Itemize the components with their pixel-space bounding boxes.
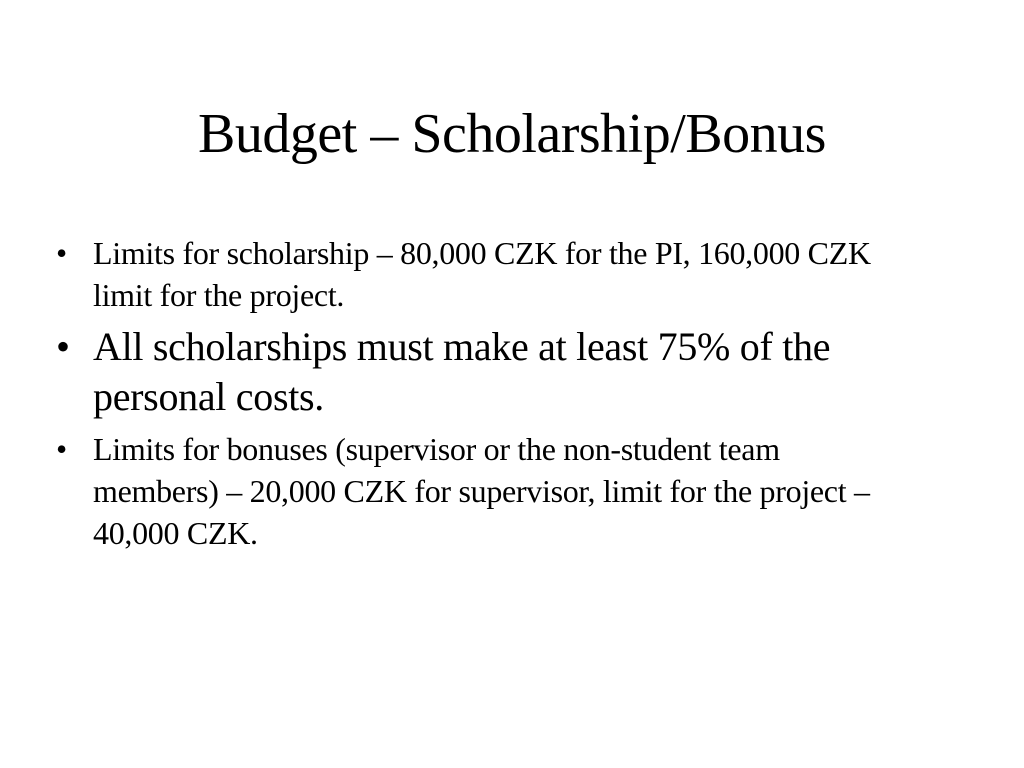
bullet-icon: • bbox=[56, 324, 70, 369]
bullet-list bbox=[56, 232, 906, 554]
bullet-item bbox=[56, 322, 906, 422]
bullet-text: Limits for scholarship – 80,000 CZK for the PI, 160,000 CZK limit for the project. bbox=[93, 235, 871, 313]
bullet-item bbox=[56, 428, 906, 554]
bullet-text: Limits for bonuses (supervisor or the non-student team members) – 20,000 CZK for supervisor, limit for the project – 40,000 CZK. bbox=[93, 431, 870, 551]
bullet-text: All scholarships must make at least 75% of the personal costs. bbox=[93, 324, 831, 419]
bullet-icon: • bbox=[56, 431, 67, 467]
slide-title: Budget – Scholarship/Bonus bbox=[198, 103, 826, 165]
bullet-icon: • bbox=[56, 235, 67, 271]
bullet-item bbox=[56, 232, 906, 316]
